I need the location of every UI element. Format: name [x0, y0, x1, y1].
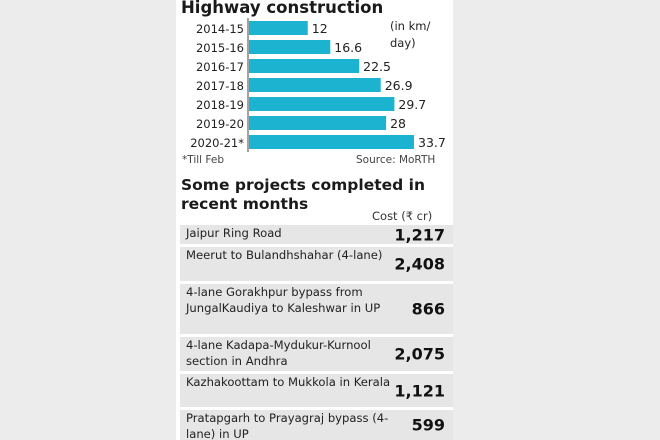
- bar: [249, 97, 394, 111]
- project-row: [180, 374, 453, 407]
- source-note: Source: MoRTH: [356, 154, 436, 166]
- infographic-panel: [176, 0, 453, 440]
- value-label: 16.6: [334, 40, 363, 55]
- unit-label: (in km/ day): [390, 19, 431, 50]
- project-cost: 599: [411, 415, 445, 435]
- bar-chart: [176, 18, 453, 152]
- bar: [249, 78, 381, 92]
- bar: [249, 135, 414, 149]
- cost-header: Cost (₹ cr): [372, 209, 433, 223]
- project-name: Kazhakoottam to Mukkola in Kerala: [186, 375, 391, 389]
- footnote: *Till Feb: [182, 154, 225, 166]
- category-label: 2015-16: [195, 41, 244, 55]
- value-label: 28: [390, 116, 406, 131]
- project-row: [180, 225, 453, 244]
- project-name: Meerut to Bulandhshahar (4-lane): [186, 248, 383, 262]
- project-row: [180, 410, 453, 440]
- project-cost: 1,217: [394, 225, 445, 244]
- project-name: 4-lane Gorakhpur bypass from JungalKaudiya to Kaleshwar in UP: [186, 285, 381, 315]
- bar: [249, 116, 386, 130]
- project-name: Jaipur Ring Road: [186, 226, 282, 240]
- project-row: [180, 247, 453, 281]
- project-name: Pratapgarh to Prayagraj bypass (4-lane) in UP: [186, 411, 389, 440]
- project-row: [180, 337, 453, 371]
- project-name: 4-lane Kadapa-Mydukur-Kurnool section in Andhra: [186, 338, 371, 368]
- project-row: [180, 284, 453, 334]
- category-label: 2017-18: [195, 79, 244, 93]
- chart-title: Highway construction: [181, 0, 384, 17]
- project-cost: 2,408: [394, 254, 445, 274]
- category-label: 2020-21*: [190, 136, 244, 150]
- project-cost: 2,075: [394, 344, 445, 364]
- category-label: 2014-15: [195, 22, 244, 36]
- category-label: 2016-17: [195, 60, 244, 74]
- bar: [249, 59, 359, 73]
- value-label: 22.5: [363, 59, 392, 74]
- value-label: 33.7: [418, 135, 446, 150]
- bar: [249, 40, 330, 54]
- category-label: 2018-19: [195, 98, 244, 112]
- bar: [249, 21, 308, 35]
- project-cost: 866: [411, 299, 445, 319]
- projects-heading: Some projects completed in recent months: [181, 176, 425, 213]
- value-label: 29.7: [398, 97, 427, 112]
- category-label: 2019-20: [195, 117, 244, 131]
- value-label: 12: [311, 21, 328, 36]
- value-label: 26.9: [384, 78, 413, 93]
- project-cost: 1,121: [394, 381, 445, 400]
